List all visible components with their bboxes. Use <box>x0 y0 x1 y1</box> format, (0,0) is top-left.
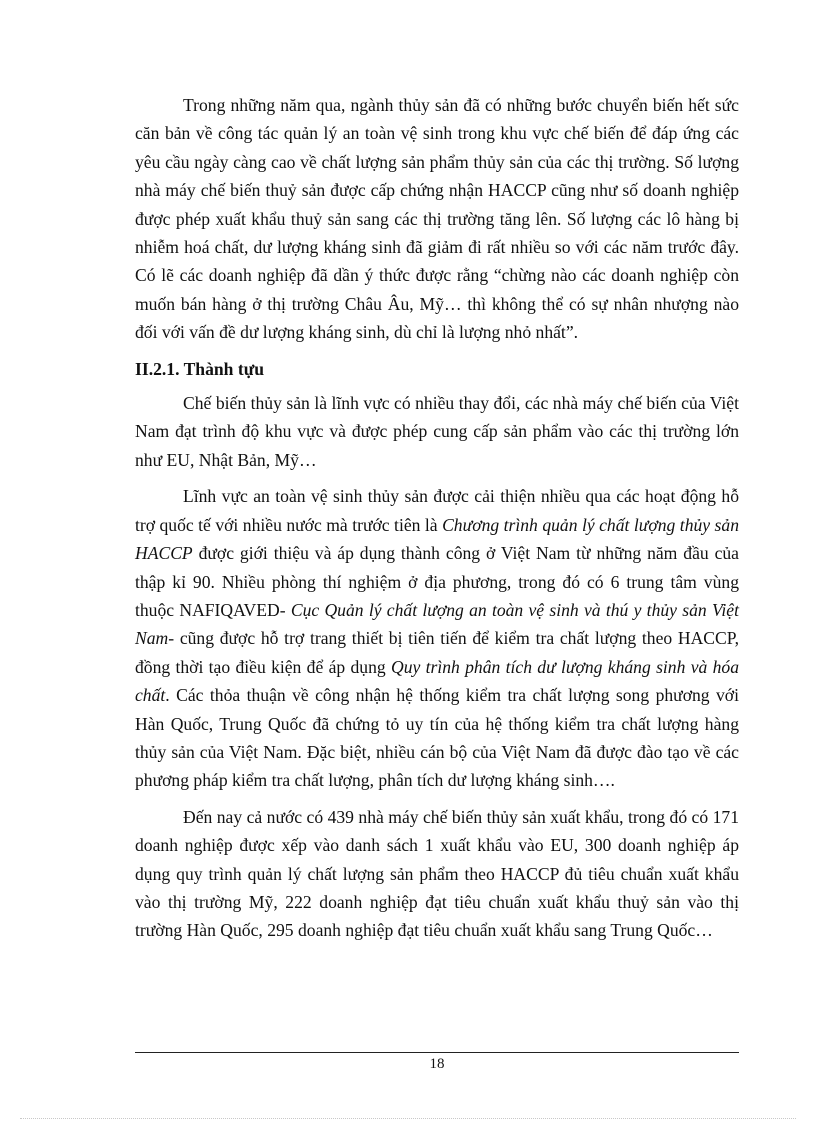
section-heading: II.2.1. Thành tựu <box>135 358 265 379</box>
paragraph-processing: Chế biến thủy sản là lĩnh vực có nhiều thay đổi, các nhà máy chế biến của Việt Nam đạt trình độ khu vực và được phép cung cấp sản phẩm vào các thị trường lớn như EU, Nhật Bản, Mỹ… <box>135 393 739 470</box>
italic-haccp-program: Chương trình quản lý chất lượng thủy sản HACCP <box>135 514 739 564</box>
text-run: - cũng được hỗ trợ trang thiết bị tiên tiến để kiểm tra chất lượng theo HACCP, đồng thời tạo điều kiện để áp dụng <box>135 628 739 677</box>
footer-divider <box>135 1052 739 1053</box>
paragraph-intro: Trong những năm qua, ngành thủy sản đã có những bước chuyển biến hết sức căn bản về công tác quản lý an toàn vệ sinh trong khu vực chế biến để đáp ứng các yêu cầu ngày càng cao về chất lượng sản phẩm thủy sản của các thị trường. Số lượng nhà máy chế biến thuỷ sản được cấp chứng nhận HACCP cũng như số doanh nghiệp được phép xuất khẩu thuỷ sản sang các thị trường tăng lên. Số lượng các lô hàng bị nhiễm hoá chất, dư lượng kháng sinh đã giảm đi rất nhiều so với các năm trước đây. Có lẽ các doanh nghiệp đã dần ý thức được rằng “chừng nào các doanh nghiệp còn muốn bán hàng ở thị trường Châu Âu, Mỹ… thì không thể có sự nhân nhượng nào đối với vấn đề dư lượng kháng sinh, dù chỉ là lượng nhỏ nhất”. <box>135 95 739 343</box>
italic-nafiqaved-name: Cục Quản lý chất lượng an toàn vệ sinh và thú y thủy sản Việt Nam <box>135 599 739 649</box>
paragraph-food-safety <box>135 482 739 794</box>
page-number: 18 <box>429 1056 445 1072</box>
italic-analysis-procedure: Quy trình phân tích dư lượng kháng sinh và hóa chất <box>135 656 739 706</box>
page-bottom-border <box>20 1118 796 1119</box>
text-run: Lĩnh vực an toàn vệ sinh thủy sản được cải thiện nhiều qua các hoạt động hỗ trợ quốc tế với nhiều nước mà trước tiên là <box>135 486 739 535</box>
text-run: . Các thỏa thuận về công nhận hệ thống kiểm tra chất lượng song phương với Hàn Quốc, Trung Quốc đã chứng tỏ uy tín của hệ thống kiểm tra chất lượng hàng thủy sản của Việt Nam. Đặc biệt, nhiều cán bộ của Việt Nam đã được đào tạo về các phương pháp kiểm tra chất lượng, phân tích dư lượng kháng sinh…. <box>135 685 739 791</box>
page-body <box>135 91 739 945</box>
text-run: được giới thiệu và áp dụng thành công ở Việt Nam từ những năm đầu của thập kỉ 90. Nhiều phòng thí nghiệm ở địa phương, trong đó có 6 trung tâm vùng thuộc NAFIQAVED- <box>135 543 739 620</box>
paragraph-statistics: Đến nay cả nước có 439 nhà máy chế biến thủy sản xuất khẩu, trong đó có 171 doanh nghiệp được xếp vào danh sách 1 xuất khẩu vào EU, 300 doanh nghiệp áp dụng quy trình quản lý chất lượng sản phẩm theo HACCP đủ tiêu chuẩn xuất khẩu vào thị trường Mỹ, 222 doanh nghiệp đạt tiêu chuẩn xuất khẩu thuỷ sản vào thị trường Hàn Quốc, 295 doanh nghiệp đạt tiêu chuẩn xuất khẩu sang Trung Quốc… <box>135 806 739 941</box>
